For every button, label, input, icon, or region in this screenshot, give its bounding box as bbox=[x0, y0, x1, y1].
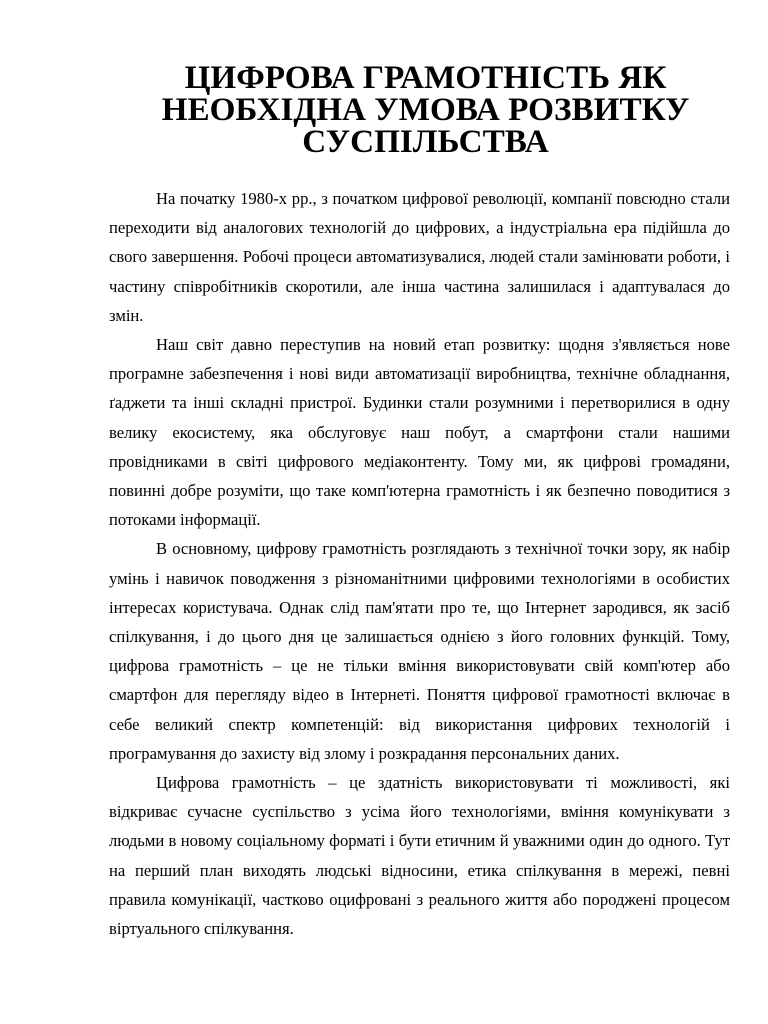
document-title bbox=[109, 59, 730, 160]
title-line-1: ЦИФРОВА ГРАМОТНІСТЬ ЯК НЕОБХІДНА УМОВА РОЗВИТКУ bbox=[161, 59, 690, 128]
document-content bbox=[109, 59, 730, 943]
document-body bbox=[109, 184, 730, 943]
paragraph-4: Цифрова грамотність – це здатність використовувати ті можливості, які відкриває сучасне суспільство з усіма його технологіями, вміння комунікувати з людьми в новому соціальному форматі і бути етичним й уважними один до одного. Тут на перший план виходять людські відносини, етика спілкування в мережі, певні правила комунікації, частково оцифровані з реального життя або породжені процесом віртуального спілкування. bbox=[109, 773, 730, 939]
paragraph-3: В основному, цифрову грамотність розглядають з технічної точки зору, як набір умінь і навичок поводження з різноманітними цифровими технологіями в особистих інтересах користувача. Однак слід пам'ятати про те, що Інтернет зародився, як засіб спілкування, і до цього дня це залишається однією з його головних функцій. Тому, цифрова грамотність – це не тільки вміння використовувати свій комп'ютер або смартфон для перегляду відео в Інтернеті. Поняття цифрової грамотності включає в себе великий спектр компетенцій: від використання цифрових технологій і програмування до захисту від злому і розкрадання персональних даних. bbox=[109, 539, 730, 763]
paragraph-2: Наш світ давно переступив на новий етап розвитку: щодня з'являється нове програмне забезпечення і нові види автоматизації виробництва, технічне обладнання, ґаджети та інші складні пристрої. Будинки стали розумними і перетворилися в одну велику екосистему, яка обслуговує наш побут, а смартфони стали нашими провідниками в світі цифрового медіаконтенту. Тому ми, як цифрові громадяни, повинні добре розуміти, що таке комп'ютерна грамотність і як безпечно поводитися з потоками інформації. bbox=[109, 335, 730, 530]
title-line-2: СУСПІЛЬСТВА bbox=[302, 123, 549, 160]
paragraph-1: На початку 1980-х рр., з початком цифрової революції, компанії повсюдно стали переходити від аналогових технологій до цифрових, а індустріальна ера підійшла до свого завершення. Робочі процеси автоматизувалися, людей стали замінювати роботи, і частину співробітників скоротили, але інша частина залишилася і адаптувалася до змін. bbox=[109, 189, 730, 325]
